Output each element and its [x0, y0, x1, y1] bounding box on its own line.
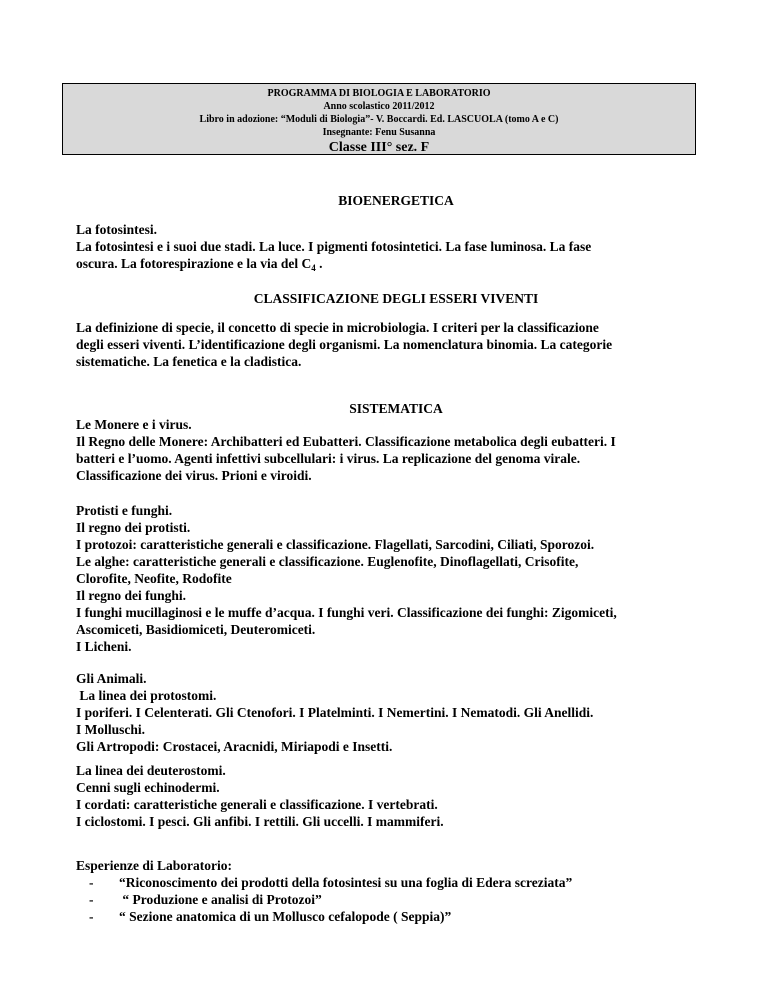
paragraph-line: I Molluschi. — [76, 722, 146, 737]
paragraph-line: La fotosintesi. — [76, 222, 157, 237]
paragraph-line: Cenni sugli echinodermi. — [76, 780, 220, 795]
program-title: PROGRAMMA DI BIOLOGIA E LABORATORIO — [267, 88, 491, 99]
paragraph-line: La definizione di specie, il concetto di specie in microbiologia. I criteri per la classificazione — [76, 320, 599, 335]
paragraph-line: I ciclostomi. I pesci. Gli anfibi. I rettili. Gli uccelli. I mammiferi. — [76, 814, 444, 829]
textbook-info: Libro in adozione: “Moduli di Biologia”- V. Boccardi. Ed. LASCUOLA (tomo A e C) — [199, 114, 559, 125]
paragraph-line: Ascomiceti, Basidiomiceti, Deuteromiceti. — [76, 622, 316, 637]
section-title-bioenergetica: BIOENERGETICA — [338, 193, 454, 208]
teacher-name: Insegnante: Fenu Susanna — [322, 127, 436, 138]
paragraph-line: Il regno dei funghi. — [76, 588, 187, 603]
paragraph-line: I cordati: caratteristiche generali e classificazione. I vertebrati. — [76, 797, 438, 812]
school-year: Anno scolastico 2011/2012 — [323, 101, 435, 112]
paragraph-end: . — [315, 256, 323, 271]
list-item — [76, 874, 716, 891]
list-bullet: - — [89, 909, 94, 924]
header-box — [62, 83, 696, 155]
paragraph-line: Il Regno delle Monere: Archibatteri ed Eubatteri. Classificazione metabolica degli eubatteri. I — [76, 434, 616, 449]
class-section: Classe III° sez. F — [328, 140, 430, 155]
paragraph-line: I poriferi. I Celenterati. Gli Ctenofori. I Platelminti. I Nemertini. I Nematodi. Gli Anellidi. — [76, 705, 594, 720]
paragraph-line: I Licheni. — [76, 639, 132, 654]
section-laboratorio — [76, 857, 716, 925]
paragraph-line: Il regno dei protisti. — [76, 520, 191, 535]
paragraph-line: La linea dei protostomi. — [76, 688, 217, 703]
paragraph-line: Gli Animali. — [76, 671, 147, 686]
block-monere — [76, 416, 716, 484]
paragraph-text: oscura. La fotorespirazione e la via del C — [76, 256, 312, 271]
block-animali — [76, 670, 716, 755]
paragraph-line: sistematiche. La fenetica e la cladistica. — [76, 354, 302, 369]
paragraph-line — [76, 255, 716, 272]
section-title-sistematica: SISTEMATICA — [349, 401, 443, 416]
paragraph-line: La linea dei deuterostomi. — [76, 763, 226, 778]
list-bullet: - — [89, 875, 94, 890]
paragraph-line: Classificazione dei virus. Prioni e viroidi. — [76, 468, 312, 483]
paragraph-line: degli esseri viventi. L’identificazione degli organismi. La nomenclatura binomia. La categorie — [76, 337, 613, 352]
paragraph-line: I protozoi: caratteristiche generali e classificazione. Flagellati, Sarcodini, Ciliati, Sporozoi. — [76, 537, 595, 552]
list-item-text: “ Sezione anatomica di un Mollusco cefalopode ( Seppia)” — [119, 909, 452, 924]
list-bullet: - — [89, 892, 94, 907]
section-title-classificazione: CLASSIFICAZIONE DEGLI ESSERI VIVENTI — [253, 291, 539, 306]
paragraph-line: Le alghe: caratteristiche generali e classificazione. Euglenofite, Dinoflagellati, Crisofite, — [76, 554, 579, 569]
list-item-text: “ Produzione e analisi di Protozoi” — [119, 892, 322, 907]
paragraph-line: Le Monere e i virus. — [76, 417, 192, 432]
section-bioenergetica — [76, 221, 716, 272]
block-protisti — [76, 502, 716, 655]
paragraph-line: La fotosintesi e i suoi due stadi. La luce. I pigmenti fotosintetici. La fase luminosa. La fase — [76, 239, 592, 254]
block-deuterostomi — [76, 762, 716, 830]
section-classificazione — [76, 319, 716, 370]
list-item — [76, 908, 716, 925]
paragraph-line: Gli Artropodi: Crostacei, Aracnidi, Miriapodi e Insetti. — [76, 739, 393, 754]
section-title-laboratorio: Esperienze di Laboratorio: — [76, 858, 232, 873]
paragraph-line: batteri e l’uomo. Agenti infettivi subcellulari: i virus. La replicazione del genoma virale. — [76, 451, 581, 466]
list-item — [76, 891, 716, 908]
paragraph-line: I funghi mucillaginosi e le muffe d’acqua. I funghi veri. Classificazione dei funghi: Zigomiceti, — [76, 605, 617, 620]
paragraph-line: Protisti e funghi. — [76, 503, 173, 518]
list-item-text: “Riconoscimento dei prodotti della fotosintesi su una foglia di Edera screziata” — [119, 875, 573, 890]
subscript-4: 4 — [311, 263, 316, 273]
paragraph-line: Clorofite, Neofite, Rodofite — [76, 571, 232, 586]
